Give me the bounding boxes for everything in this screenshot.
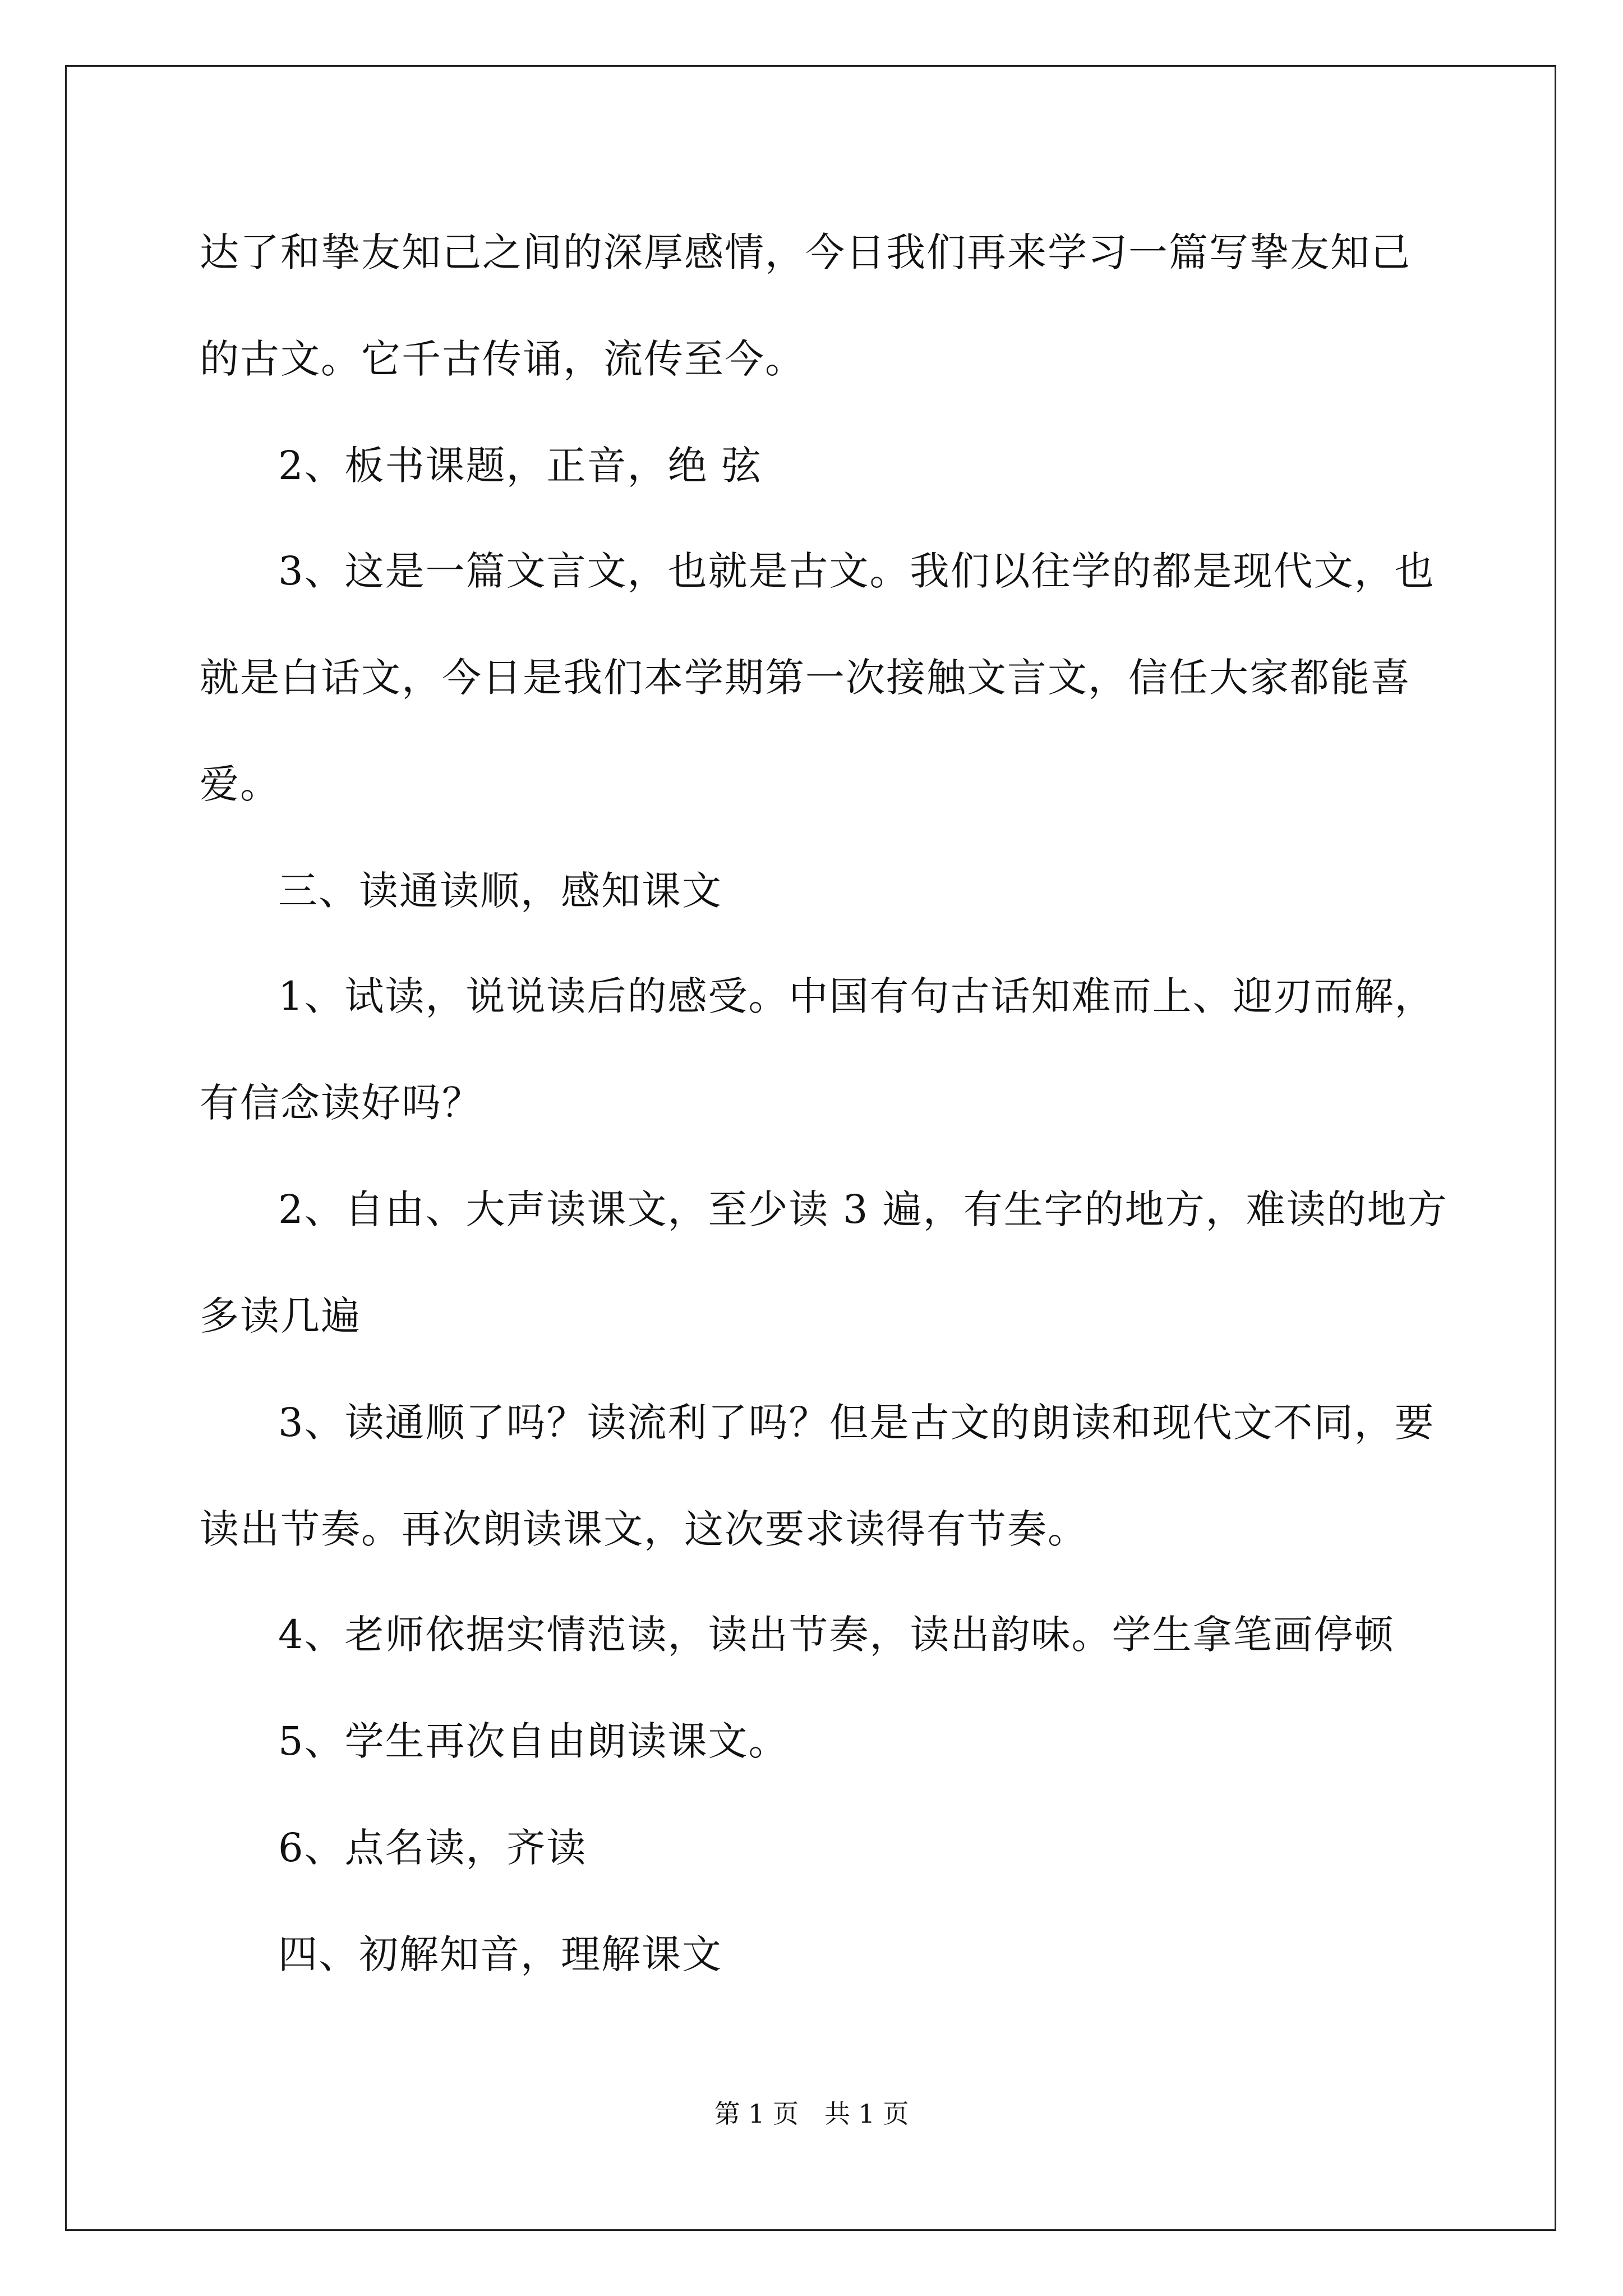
text-line: 有信念读好吗？ bbox=[200, 1080, 482, 1126]
section-heading: 三、读通读顺，感知课文 bbox=[278, 868, 722, 914]
text-line: 多读几遍 bbox=[200, 1293, 361, 1339]
page-border bbox=[65, 65, 1556, 2231]
text-line: 6、点名读，齐读 bbox=[278, 1825, 587, 1871]
text-line: 1、试读，说说读后的感受。中国有句古话知难而上、迎刃而解， bbox=[278, 973, 1435, 1019]
text-line: 就是白话文，今日是我们本学期第一次接触文言文，信任大家都能喜 bbox=[200, 655, 1411, 701]
text-line: 爱。 bbox=[200, 761, 280, 807]
section-heading: 四、初解知音，理解课文 bbox=[278, 1931, 722, 1977]
text-line: 读出节奏。再次朗读课文，这次要求读得有节奏。 bbox=[200, 1506, 1088, 1552]
text-line: 4、老师依据实情范读，读出节奏，读出韵味。学生拿笔画停顿 bbox=[278, 1612, 1395, 1658]
text-line: 3、读通顺了吗？读流利了吗？但是古文的朗读和现代文不同，要 bbox=[278, 1400, 1435, 1446]
text-line: 2、自由、大声读课文，至少读 3 遍，有生字的地方，难读的地方 bbox=[278, 1186, 1448, 1232]
page-number: 第 1 页 共 1 页 bbox=[714, 2099, 909, 2129]
text-line: 3、这是一篇文言文，也就是古文。我们以往学的都是现代文，也 bbox=[278, 548, 1435, 594]
text-line: 达了和挚友知己之间的深厚感情，今日我们再来学习一篇写挚友知己 bbox=[200, 229, 1411, 275]
text-line: 2、板书课题，正音，绝 弦 bbox=[278, 443, 762, 489]
text-line: 5、学生再次自由朗读课文。 bbox=[278, 1718, 789, 1764]
text-line: 的古文。它千古传诵，流传至今。 bbox=[200, 336, 805, 382]
